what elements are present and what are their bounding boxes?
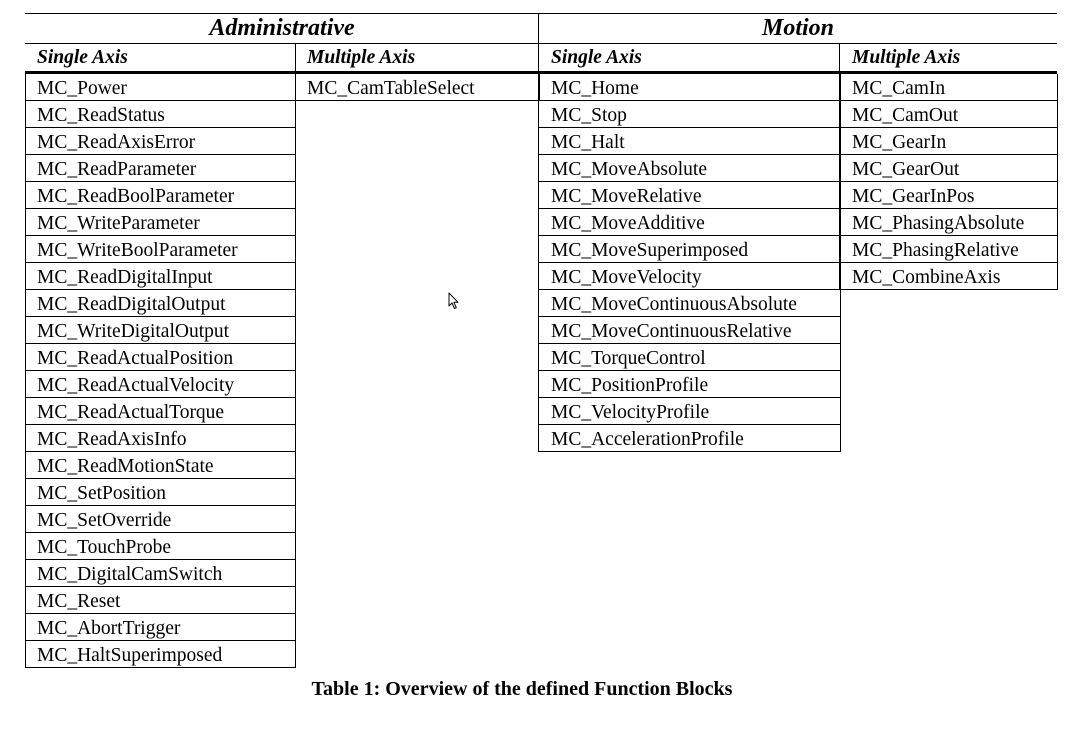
- motion-single-axis-cell: MC_PositionProfile: [551, 375, 709, 396]
- admin-single-axis-cell: MC_ReadActualVelocity: [37, 375, 235, 396]
- motion-single-axis-cell: MC_Halt: [551, 132, 625, 153]
- admin-subheader-divider: [295, 43, 296, 74]
- column-left-border: [25, 74, 26, 668]
- admin-single-axis-cell: MC_SetOverride: [37, 510, 172, 531]
- motion-multiple-axis-cell: MC_CamOut: [852, 105, 959, 126]
- column-right-border: [840, 74, 841, 452]
- motion-multiple-axis-cell: MC_GearIn: [852, 132, 947, 153]
- admin-single-axis-cell: MC_Reset: [37, 591, 121, 612]
- admin-single-axis-cell: MC_ReadActualTorque: [37, 402, 225, 423]
- motion-single-axis-cell: MC_TorqueControl: [551, 348, 706, 369]
- admin-single-axis-cell: MC_ReadDigitalInput: [37, 267, 213, 288]
- column-left-border: [839, 74, 840, 290]
- row-border: [25, 667, 296, 668]
- motion-single-axis-cell: MC_MoveContinuousAbsolute: [551, 294, 797, 315]
- motion-single-axis-cell: MC_VelocityProfile: [551, 402, 710, 423]
- motion-single-axis-cell: MC_MoveSuperimposed: [551, 240, 749, 261]
- row-border: [839, 289, 1058, 290]
- admin-single-axis-cell: MC_ReadMotionState: [37, 456, 214, 477]
- motion-single-axis-cell: MC_Stop: [551, 105, 627, 126]
- header-administrative: Administrative: [209, 15, 355, 41]
- admin-single-axis-cell: MC_WriteDigitalOutput: [37, 321, 230, 342]
- column-left-border: [538, 74, 539, 452]
- admin-single-axis-cell: MC_Power: [37, 78, 127, 99]
- motion-single-axis-cell: MC_MoveAdditive: [551, 213, 705, 234]
- admin-single-axis-cell: MC_WriteBoolParameter: [37, 240, 238, 261]
- admin-single-axis-cell: MC_TouchProbe: [37, 537, 172, 558]
- motion-multiple-axis-cell: MC_GearInPos: [852, 186, 975, 207]
- motion-multiple-axis-cell: MC_CombineAxis: [852, 267, 1001, 288]
- admin-single-axis-cell: MC_ReadParameter: [37, 159, 197, 180]
- group-divider: [538, 13, 539, 74]
- mouse-pointer-icon: [448, 292, 460, 310]
- header-motion: Motion: [761, 15, 835, 41]
- motion-single-axis-cell: MC_MoveRelative: [551, 186, 702, 207]
- subheader-motion-single-axis: Single Axis: [551, 47, 642, 68]
- group-header-bottom-border: [25, 43, 1057, 44]
- motion-single-axis-cell: MC_MoveVelocity: [551, 267, 702, 288]
- row-border: [538, 451, 841, 452]
- admin-single-axis-cell: MC_ReadBoolParameter: [37, 186, 235, 207]
- row-border: [295, 100, 540, 101]
- admin-single-axis-cell: MC_AbortTrigger: [37, 618, 181, 639]
- motion-single-axis-cell: MC_MoveContinuousRelative: [551, 321, 792, 342]
- table-caption: Table 1: Overview of the defined Function Blocks: [311, 678, 733, 700]
- motion-multiple-axis-cell: MC_CamIn: [852, 78, 946, 99]
- subheader-admin-multiple-axis: Multiple Axis: [307, 47, 416, 68]
- column-right-border: [539, 74, 540, 101]
- motion-single-axis-cell: MC_Home: [551, 78, 639, 99]
- motion-subheader-divider: [839, 43, 840, 74]
- column-left-border: [295, 74, 296, 101]
- admin-multiple-axis-cell: MC_CamTableSelect: [307, 78, 475, 99]
- admin-single-axis-cell: MC_HaltSuperimposed: [37, 645, 223, 666]
- admin-single-axis-cell: MC_ReadAxisError: [37, 132, 196, 153]
- motion-multiple-axis-cell: MC_PhasingRelative: [852, 240, 1019, 261]
- column-right-border: [1057, 74, 1058, 290]
- motion-multiple-axis-cell: MC_GearOut: [852, 159, 960, 180]
- column-right-border: [295, 74, 296, 668]
- subheader-admin-single-axis: Single Axis: [37, 47, 128, 68]
- motion-single-axis-cell: MC_AccelerationProfile: [551, 429, 744, 450]
- admin-single-axis-cell: MC_SetPosition: [37, 483, 166, 504]
- admin-single-axis-cell: MC_ReadActualPosition: [37, 348, 234, 369]
- admin-single-axis-cell: MC_ReadDigitalOutput: [37, 294, 226, 315]
- motion-single-axis-cell: MC_MoveAbsolute: [551, 159, 707, 180]
- subheader-motion-multiple-axis: Multiple Axis: [852, 47, 961, 68]
- admin-single-axis-cell: MC_ReadStatus: [37, 105, 165, 126]
- motion-multiple-axis-cell: MC_PhasingAbsolute: [852, 213, 1025, 234]
- admin-single-axis-cell: MC_ReadAxisInfo: [37, 429, 187, 450]
- admin-single-axis-cell: MC_DigitalCamSwitch: [37, 564, 223, 585]
- admin-single-axis-cell: MC_WriteParameter: [37, 213, 200, 234]
- table-top-border: [25, 13, 1057, 14]
